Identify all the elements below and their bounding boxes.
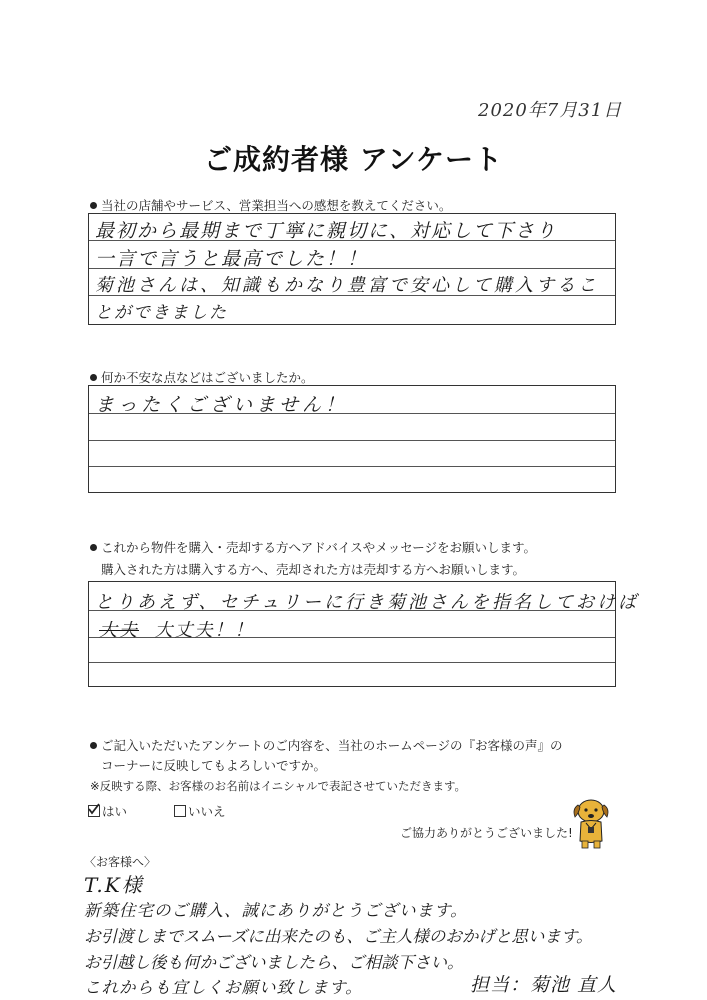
ruled-line	[89, 440, 615, 441]
answer-box-2[interactable]	[88, 385, 616, 493]
bullet-icon	[90, 374, 97, 381]
struck-text: 大夫	[99, 620, 139, 641]
check-mark-icon	[87, 802, 101, 816]
consent-note: ※反映する際、お客様のお名前はイニシャルで表記させていただきます。	[90, 779, 467, 793]
answer-3-line-2-text: 大丈夫！！	[154, 620, 255, 641]
answer-3-line-2	[99, 616, 254, 642]
consent-line-1: ご記入いただいたアンケートのご内容を、当社のホームページの『お客様の声』の	[101, 738, 563, 753]
staff-signature: 担当：菊池 直人	[470, 974, 618, 996]
yes-option[interactable]	[88, 802, 127, 820]
customer-message-line-1: 新築住宅のご購入、誠にありがとうございます。	[84, 901, 468, 920]
page-title: ご成約者様 アンケート	[203, 143, 504, 176]
answer-3-line-1: とりあえず、セチュリーに行き菊池さんを指名しておけば	[95, 592, 640, 613]
ruled-line	[89, 662, 615, 663]
answer-1-line-3: 菊池さんは、知識もかなり豊富で安心して購入するこ	[95, 275, 599, 296]
no-label: いいえ	[188, 804, 226, 819]
question-2	[90, 368, 314, 386]
dog-mascot-icon	[566, 795, 616, 851]
answer-1-line-1: 最初から最期まで丁寧に親切に、対応して下さり	[95, 220, 558, 242]
question-2-text: 何か不安な点などはございましたか。	[101, 370, 314, 385]
answer-1-line-4: とができました	[95, 303, 228, 323]
bullet-icon	[90, 544, 97, 551]
answer-box-3[interactable]	[88, 581, 640, 687]
question-1	[90, 196, 451, 214]
thanks-message: ご協力ありがとうございました!	[400, 826, 573, 840]
customer-message-line-3: お引越し後も何かございましたら、ご相談下さい。	[84, 953, 464, 972]
yes-checkbox[interactable]	[88, 805, 100, 817]
question-3	[90, 538, 536, 556]
consent-question	[90, 736, 563, 754]
yes-label: はい	[102, 804, 128, 819]
customer-heading: 〈お客様へ〉	[84, 855, 157, 869]
question-3-subtext: 購入された方は購入する方へ、売却された方は売却する方へお願いします。	[101, 562, 526, 577]
no-option[interactable]	[174, 802, 226, 820]
answer-box-1[interactable]	[88, 213, 616, 325]
question-3-text: これから物件を購入・売却する方へアドバイスやメッセージをお願いします。	[101, 540, 537, 555]
ruled-line	[89, 466, 615, 467]
survey-date: 2020年7月31日	[478, 100, 623, 121]
customer-message-line-2: お引渡しまでスムーズに出来たのも、ご主人様のおかげと思います。	[84, 927, 593, 946]
consent-line-2: コーナーに反映してもよろしいですか。	[101, 758, 327, 773]
no-checkbox[interactable]	[174, 805, 186, 817]
bullet-icon	[90, 742, 97, 749]
answer-1-line-2: 一言で言うと最高でした！！	[95, 248, 369, 270]
answer-2-line-1: まったくございません！	[95, 394, 349, 416]
customer-message-line-4: これからも宜しくお願い致します。	[84, 978, 363, 997]
question-1-text: 当社の店舗やサービス、営業担当への感想を教えてください。	[101, 198, 452, 213]
bullet-icon	[90, 202, 97, 209]
customer-name: T.K様	[84, 873, 144, 897]
